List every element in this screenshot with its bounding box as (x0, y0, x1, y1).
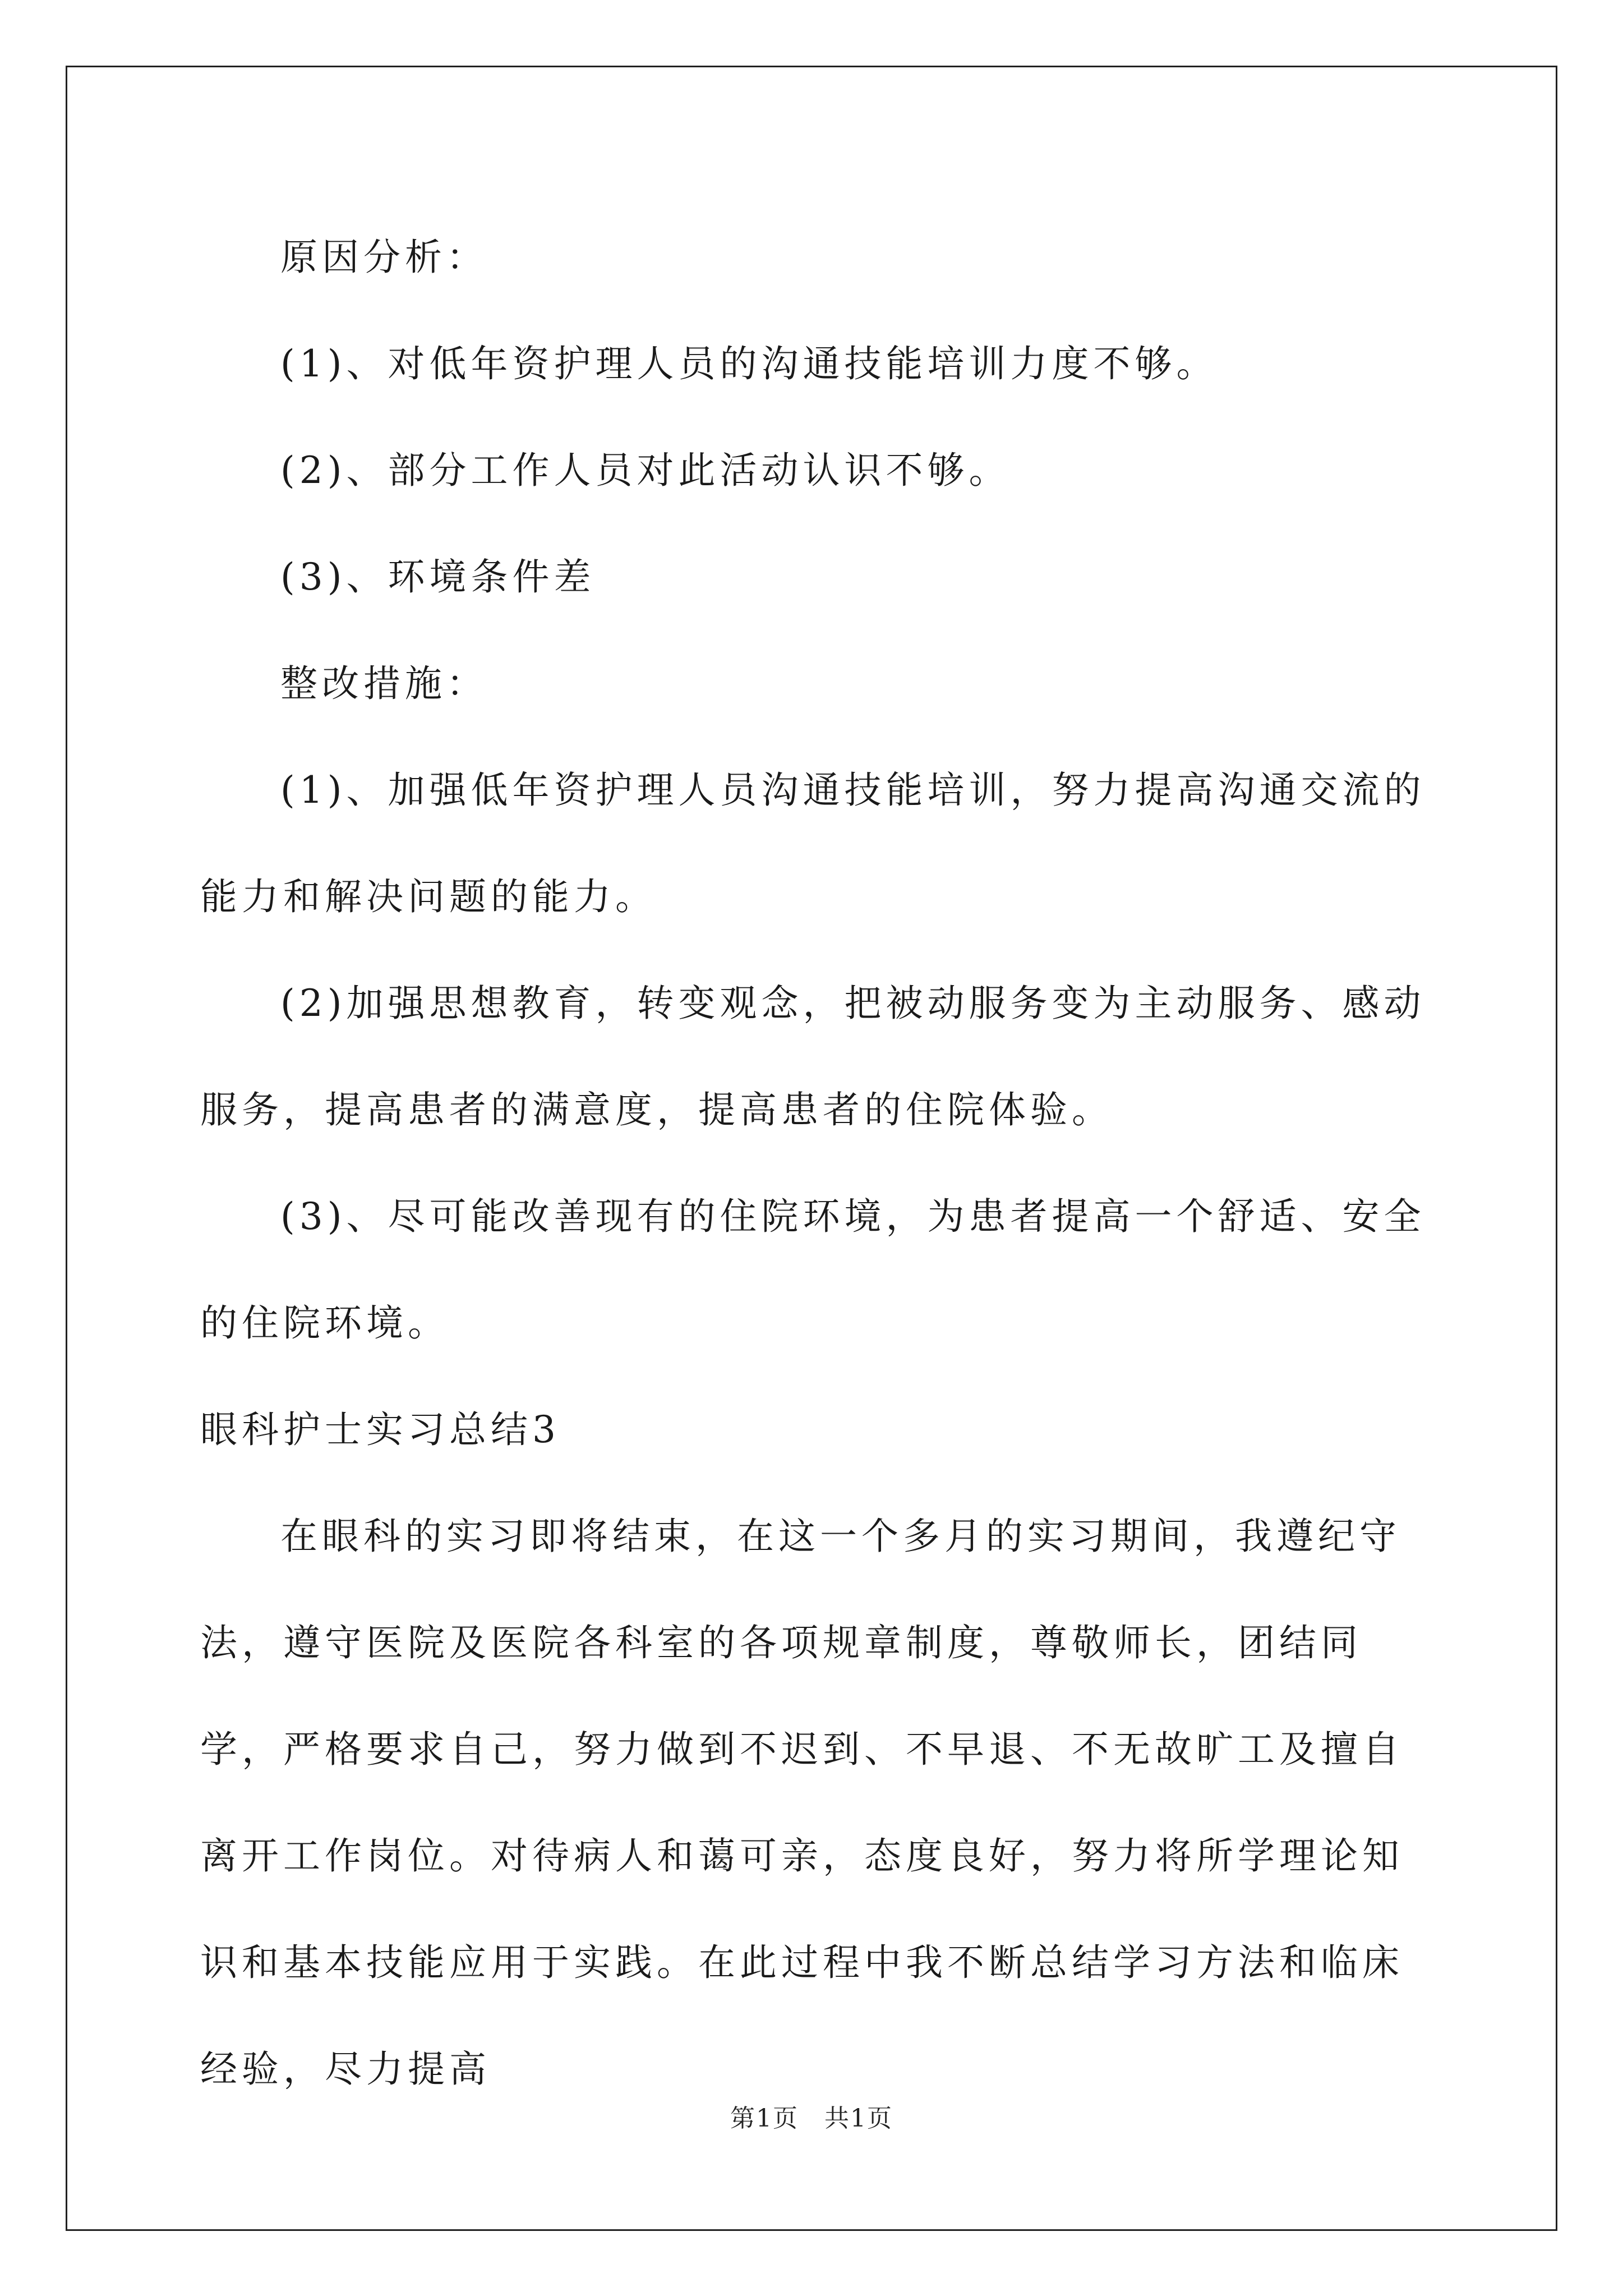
document-body (200, 204, 1434, 2123)
paragraph-internship-summary: 在眼科的实习即将结束，在这一个多月的实习期间，我遵纪守法，遵守医院及医院各科室的各项规章制度，尊敬师长，团结同学，严格要求自己，努力做到不迟到、不早退、不无故旷工及擅自离开工作岗位。对待病人和蔼可亲，态度良好，努力将所学理论知识和基本技能应用于实践。在此过程中我不断总结学习方法和临床经验，尽力提高 (200, 1515, 1404, 2091)
page-footer: 第1页 共1页 (730, 2104, 893, 2133)
paragraph-measures-heading: 整改措施： (280, 662, 488, 705)
section-heading: 眼科护士实习总结3 (200, 1408, 560, 1451)
paragraph-cause-heading: 原因分析： (280, 236, 488, 279)
paragraph-measure-1: (1)、加强低年资护理人员沟通技能培训，努力提高沟通交流的能力和解决问题的能力。 (200, 769, 1426, 918)
paragraph-cause-1: (1)、对低年资护理人员的沟通技能培训力度不够。 (280, 342, 1218, 385)
paragraph-cause-3: (3)、环境条件差 (280, 555, 596, 599)
paragraph-measure-3: (3)、尽可能改善现有的住院环境，为患者提高一个舒适、安全的住院环境。 (200, 1195, 1426, 1345)
paragraph-measure-2: (2)加强思想教育，转变观念，把被动服务变为主动服务、感动服务，提高患者的满意度，提高患者的住院体验。 (200, 982, 1426, 1131)
paragraph-cause-2: (2)、部分工作人员对此活动认识不够。 (280, 449, 1011, 492)
